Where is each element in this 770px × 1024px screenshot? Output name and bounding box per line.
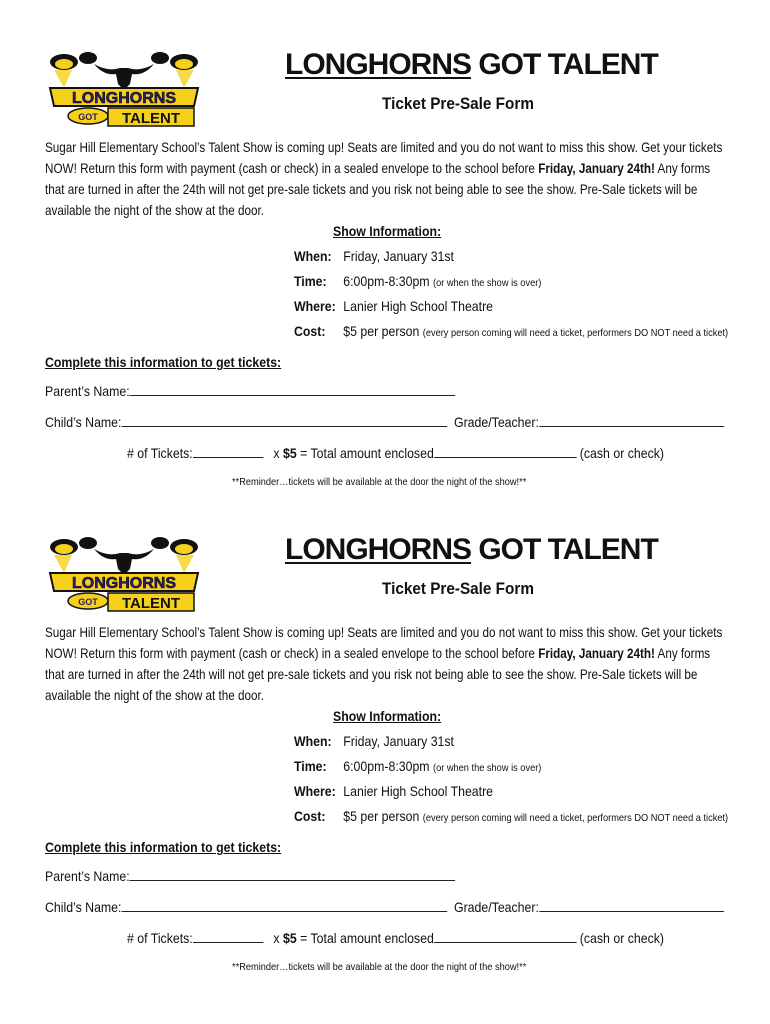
form-title: LONGHORNS GOT TALENT: [285, 533, 658, 566]
complete-info-heading: Complete this information to get tickets:: [45, 354, 282, 370]
svg-text:GOT: GOT: [78, 597, 98, 607]
reminder-note: **Reminder…tickets will be available at the door the night of the show!**: [232, 961, 527, 973]
intro-paragraph: Sugar Hill Elementary School’s Talent Show is coming up! Seats are limited and you do not want to miss this show. Get your tickets NOW! Return this form with payment (cash or check) in a sealed envelope to the school before Friday, January 24th! Any forms that are turned in after the 24th will not get pre-sale tickets and you risk not being able to see the show. Pre-Sale tickets will be available the night of the show at the door.: [45, 625, 723, 703]
grade-teacher-field[interactable]: Grade/Teacher:: [454, 899, 724, 915]
child-name-field[interactable]: Child’s Name:: [45, 899, 447, 915]
where-row: Where: Lanier High School Theatre: [294, 298, 494, 314]
intro-paragraph: Sugar Hill Elementary School’s Talent Show is coming up! Seats are limited and you do not want to miss this show. Get your tickets NOW! Return this form with payment (cash or check) in a sealed envelope to the school before Friday, January 24th! Any forms that are turned in after the 24th will not get pre-sale tickets and you risk not being able to see the show. Pre-Sale tickets will be available the night of the show at the door.: [45, 140, 723, 218]
tickets-total-row[interactable]: # of Tickets: x $5 = Total amount enclosed (cash or check): [127, 445, 665, 461]
form-subtitle: Ticket Pre-Sale Form: [382, 94, 534, 113]
time-row: Time: 6:00pm-8:30pm (or when the show is over): [294, 758, 542, 774]
svg-text:TALENT: TALENT: [121, 595, 181, 612]
complete-info-heading: Complete this information to get tickets:: [45, 839, 282, 855]
tickets-total-row[interactable]: # of Tickets: x $5 = Total amount enclosed (cash or check): [127, 930, 665, 946]
show-info-heading: Show Information:: [333, 708, 442, 724]
child-name-field[interactable]: Child’s Name:: [45, 414, 447, 430]
svg-text:LONGHORNS: LONGHORNS: [72, 90, 176, 107]
grade-teacher-field[interactable]: Grade/Teacher:: [454, 414, 724, 430]
parent-name-field[interactable]: Parent’s Name:: [45, 383, 455, 399]
ticket-form-2: [0, 485, 770, 975]
svg-text:GOT: GOT: [78, 112, 98, 122]
show-info-heading: Show Information:: [333, 223, 442, 239]
where-row: Where: Lanier High School Theatre: [294, 783, 494, 799]
form-title: LONGHORNS GOT TALENT: [285, 48, 658, 81]
when-row: When: Friday, January 31st: [294, 733, 454, 749]
ticket-form-1: [0, 0, 770, 490]
when-row: When: Friday, January 31st: [294, 248, 454, 264]
cost-row: Cost: $5 per person (every person coming will need a ticket, performers DO NOT need a ticket): [294, 808, 729, 824]
parent-name-field[interactable]: Parent’s Name:: [45, 868, 455, 884]
longhorns-logo-icon: [44, 533, 204, 615]
cost-row: Cost: $5 per person (every person coming will need a ticket, performers DO NOT need a ticket): [294, 323, 729, 339]
longhorns-logo-icon: [44, 48, 204, 130]
svg-text:TALENT: TALENT: [121, 110, 181, 127]
reminder-note: **Reminder…tickets will be available at the door the night of the show!**: [232, 476, 527, 488]
svg-text:LONGHORNS: LONGHORNS: [72, 575, 176, 592]
form-subtitle: Ticket Pre-Sale Form: [382, 579, 534, 598]
time-row: Time: 6:00pm-8:30pm (or when the show is over): [294, 273, 542, 289]
